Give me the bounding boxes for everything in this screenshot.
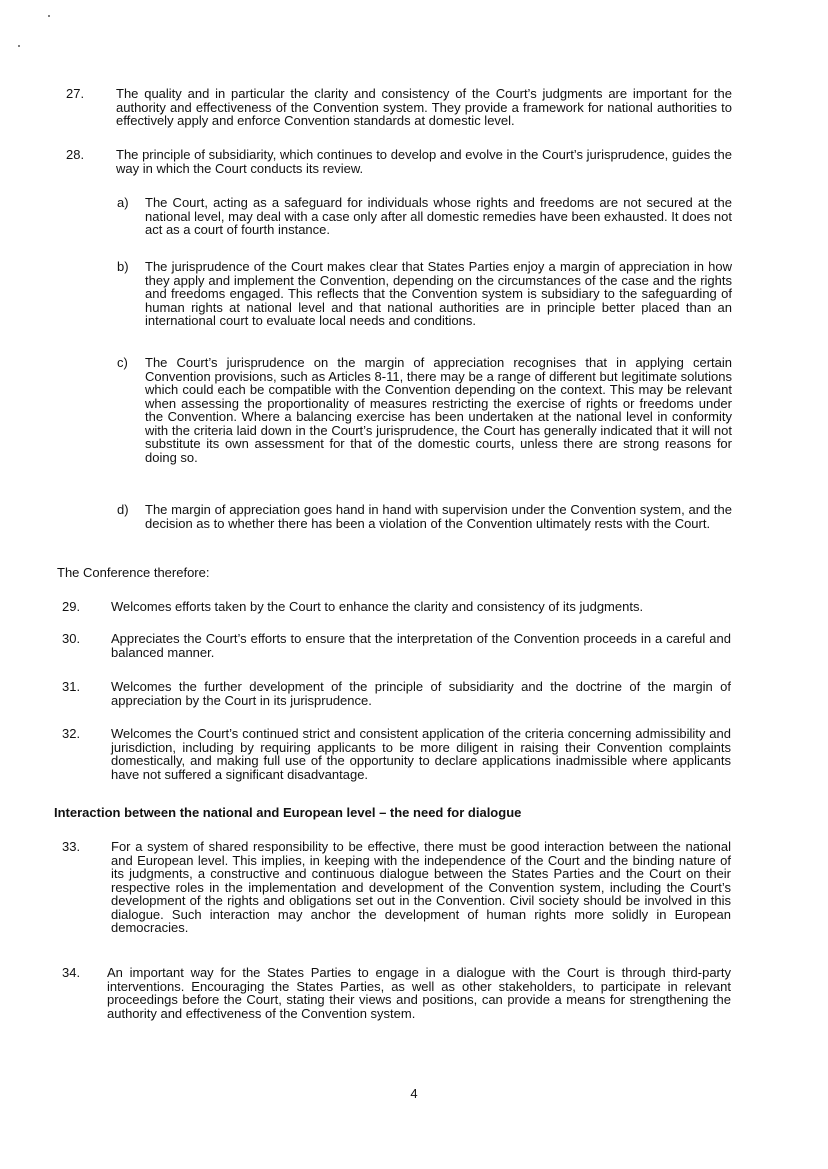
paragraph-text: Appreciates the Court’s efforts to ensure that the interpretation of the Convention proceeds in a careful and balanced manner.	[111, 631, 731, 660]
paragraph-text: Welcomes the further development of the principle of subsidiarity and the doctrine of the margin of appreciation by the Court in its jurisprudence.	[111, 679, 731, 708]
subitem-text: The Court, acting as a safeguard for individuals whose rights and freedoms are not secured at the national level, may deal with a case only after all domestic remedies have been exhausted. It does not act as a court of fourth instance.	[145, 195, 732, 237]
scan-speck	[48, 15, 50, 17]
subitem-text: The Court’s jurisprudence on the margin of appreciation recognises that in applying certain Convention provisions, such as Articles 8-11, there may be a range of different but legitimate solutions which could each be compatible with the Convention depending on the context. This may be relevant when assessing the proportionality of measures restricting the exercise of rights or freedoms under the Convention. Where a balancing exercise has been undertaken at the national level in conformity with the criteria laid down in the Court’s jurisprudence, the Court has generally indicated that it will not substitute its own assessment for that of the domestic courts, unless there are strong reasons for doing so.	[145, 355, 732, 465]
paragraph-text: For a system of shared responsibility to be effective, there must be good interaction between the national and European level. This implies, in keeping with the independence of the Court and the binding nature of its judgments, a constructive and continuous dialogue between the States Parties and the Court on their respective roles in the implementation and development of the Convention system, including the Court’s development of the rights and obligations set out in the Convention. Civil society should be involved in this dialogue. Such interaction may anchor the development of human rights more solidly in European democracies.	[111, 839, 731, 935]
paragraph-text: The principle of subsidiarity, which continues to develop and evolve in the Court’s jurisprudence, guides the way in which the Court conducts its review.	[116, 147, 732, 176]
paragraph-number: 31.	[62, 679, 81, 694]
paragraph-number: 33.	[62, 839, 81, 854]
subitem-label: c)	[117, 355, 128, 370]
subitem-text: The margin of appreciation goes hand in hand with supervision under the Convention system, and the decision as to whether there has been a violation of the Convention ultimately rests with the Court.	[145, 502, 732, 531]
paragraph-number: 28.	[66, 147, 85, 162]
paragraph-number: 29.	[62, 599, 81, 614]
paragraph-text: Welcomes the Court’s continued strict and consistent application of the criteria concerning admissibility and jurisdiction, including by requiring applicants to be more diligent in raising their Convention complaints domestically, and making full use of the opportunity to declare applications inadmissible where applicants have not suffered a significant disadvantage.	[111, 726, 731, 782]
paragraph-text: The quality and in particular the clarity and consistency of the Court’s judgments are important for the authority and effectiveness of the Convention system. They provide a framework for national authorities to effectively apply and enforce Convention standards at domestic level.	[116, 86, 732, 128]
subitem-label: a)	[117, 195, 129, 210]
paragraph-number: 34.	[62, 965, 81, 980]
subitem-label: b)	[117, 259, 129, 274]
page-number: 4	[410, 1086, 418, 1101]
paragraph-number: 32.	[62, 726, 81, 741]
conference-intro: The Conference therefore:	[57, 565, 210, 580]
paragraph-number: 30.	[62, 631, 81, 646]
paragraph-text: An important way for the States Parties to engage in a dialogue with the Court is through third-party interventions. Encouraging the States Parties, as well as other stakeholders, to participate in relevant proceedings before the Court, stating their views and positions, can provide a means for strengthening the authority and effectiveness of the Convention system.	[107, 965, 731, 1021]
paragraph-number: 27.	[66, 86, 85, 101]
section-heading: Interaction between the national and European level – the need for dialogue	[54, 805, 522, 820]
paragraph-text: Welcomes efforts taken by the Court to enhance the clarity and consistency of its judgments.	[111, 599, 644, 614]
subitem-label: d)	[117, 502, 129, 517]
scan-speck	[18, 45, 20, 47]
subitem-text: The jurisprudence of the Court makes clear that States Parties enjoy a margin of appreciation in how they apply and implement the Convention, depending on the circumstances of the case and the rights and freedoms engaged. This reflects that the Convention system is subsidiary to the safeguarding of human rights at national level and that national authorities are in principle better placed than an international court to evaluate local needs and conditions.	[145, 259, 732, 328]
